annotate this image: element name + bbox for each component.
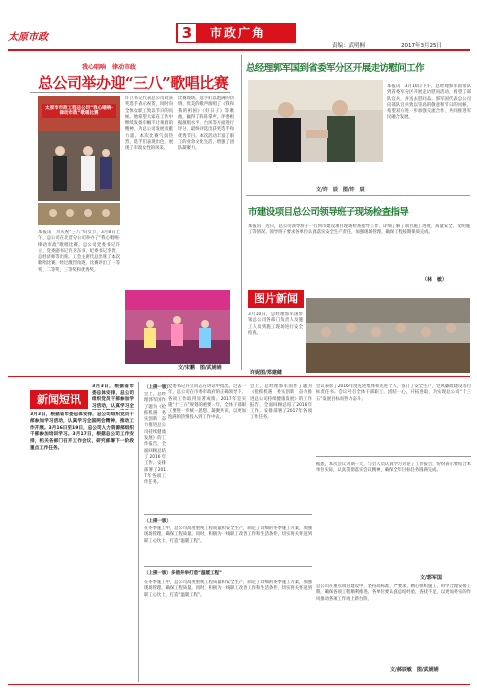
article4-col4: 据悉，本次会议为期一天，与会人员认真学习讨论了工作报告，纷纷表示要结合本单位实际，认真贯彻落实会议精神，确保全年目标任务圆满完成。 [316, 462, 471, 474]
section-title: 市政广角 [210, 26, 267, 40]
news-brief-heading: 新闻短讯 [30, 390, 88, 409]
article2-byline: 文/许 辰 图/许 辰 [316, 187, 365, 193]
article3-byline: （林 敏） [422, 277, 448, 283]
article1-photo-top [38, 96, 120, 201]
audience-photo [38, 203, 120, 225]
continued-label-3: （上接一版）多措并举打造“温暖工程” [144, 571, 222, 576]
divider [144, 514, 312, 515]
article2-headline: 总经理郭军国到省委军分区开展走访慰问工作 [246, 63, 425, 74]
masthead [0, 0, 477, 48]
divider [144, 566, 312, 567]
issue-date: 2017年3月25日 [401, 43, 442, 49]
article4-col5: 在冬季施工中，总公司高度重视工程质量和安全生产，制定了详细的冬季施工方案，加强现场管理，确保工程质量。同时，积极为一线职工改善工作和生活条件，切实将关怀送到职工心坎上，打造“温暖工程”。 [144, 580, 312, 598]
continued-label-2: （上接一版） [144, 519, 171, 524]
divider [30, 92, 230, 93]
news-brief-body: 3月3日，根据省市委总体安排，总公司组织党员干部参加学习活动，认真学习全国两会精神，推动工作开展。3月16日至19日，总公司人力资源部组织干部参加培训学习。3月17日，根据总公司工作安排，机关各部门召开工作会议，研究部署下一阶段重点工作任务。 [30, 412, 134, 451]
news-brief-intro: 3月3日，根据省市委总体安排，总公司组织党员干部参加学习活动，认真学习全 [92, 384, 134, 409]
stage-performance-photo [125, 290, 230, 364]
banner-text: 太原市市政工程总公司“我心唱响·律动市政”歌唱比赛 [45, 106, 113, 116]
handshake-photo [248, 80, 383, 162]
editor-credit: 责编：武明桐 [332, 43, 366, 49]
photo-news-heading: 图片新闻 [248, 290, 304, 308]
article1-kicker: 我心唱响 律动市政 [82, 64, 137, 71]
column-divider [138, 382, 139, 682]
article1-byline: 文/宋鹏 图/武娟娟 [178, 365, 222, 371]
article4-col2: 会上，总经理郭军国作了题为《抢抓机遇 务实创新 奋力推进总公司持续健康发展》的工作报告，全面回顾总结了2016年工作，安排部署了2017年各项工作任务。 [250, 384, 312, 421]
article3-headline: 市建设项目总公司领导班子现场检查指导 [248, 207, 409, 218]
article4-col5a: 在冬季施工中，总公司高度重视工程质量和安全生产，制定了详细的冬季施工方案，加强现场管理，确保工程质量。同时，积极为一线职工改善工作和生活条件，切实将关怀送到职工心坎上，打造“温暖工程”。 [144, 526, 312, 544]
article1-body-col3: 比赛现场，选手们以饱满的热情、优美的歌声演唱了《我和我的祖国》《好日子》等歌曲，赢得了阵阵掌声。评委根据演唱水平、台风等方面进行评分，最终评选出获奖选手和优秀节目。本次活动丰富了职工的业余文化生活，增强了团队凝聚力。 [178, 96, 234, 152]
article4-col1: 党委书记许立同志在讲话中指出，过去一年，总公司在市委市政府的正确领导下，各项工作取得显著成绩。2017年是实施“十三五”规划的重要一年，全体干部职工要进一步统一思想、凝聚共识，以更加饱满的热情投入到工作中去。 [168, 384, 246, 421]
article2-body: 本报讯 3月10日下午，总经理郭军国带队到省委军分区开展走访慰问活动，看望了部队官兵，并送去慰问品。郭军国代表总公司向部队官兵致以崇高的敬意和节日的问候，希望双方进一步加强交流合作，共同推进军民融合发展。 [387, 84, 471, 121]
article1-photo-bottom [38, 203, 120, 225]
paper-name: 太原市政 [8, 32, 48, 43]
article1-headline: 总公司举办迎“三八”歌唱比赛 [38, 74, 229, 92]
photo-news-caption: 3月10日，总经理郭军国带领总公司各部门负责人及施工人员到施工现场进行安全检查。 [248, 312, 303, 336]
article4-byline-2: 文/郝辰敏 图/武娟娟 [390, 667, 439, 673]
article1-stage-photo [125, 290, 230, 364]
article4-col1-lead: 会上，总经理郭军国作了题为《抢抓机遇 务实创新 奋力推进总公司持续健康发展》的工作报告，全面回顾总结了2016年工作，安排部署了2017年各项工作任务。 [144, 392, 166, 486]
photo-news-image [306, 298, 470, 373]
article2-photo [248, 80, 383, 162]
meeting-photo [306, 298, 470, 373]
article4-col3: 会议表彰了2016年度先进集体和先进个人，签订了安全生产、党风廉政建设等目标责任书。会议号召全体干部职工，团结一心，开拓进取，为实现总公司“十三五”发展目标而努力奋斗。 [316, 384, 471, 402]
photo-news-byline: 许妮图/郑建健 [250, 370, 282, 376]
column-divider [241, 55, 242, 370]
divider [246, 195, 470, 196]
article3-body: 本报讯 近日，总公司领导班子一行到市建设项目现场检查指导工作，详细了解了项目施工进度、质量安全、文明施工等情况。领导班子要求各单位认真落实安全生产责任，加强现场管理，确保工程按期保质完成。 [248, 224, 470, 236]
article1-body-col1: 本报讯 为庆祝“三八”妇女节，3月8日上午，总公司在北营分公司举办了“我心唱响·律动市政”歌唱比赛。总公司党委书记许立、党委副书记许卫东书、纪委书记李贵、总经济师等出席。工会主席代总出席了本次歌唱比赛。经过激烈角逐，比赛评出了一等奖、二等奖、三等奖和优秀奖。 [38, 230, 120, 273]
page-number: 3 [178, 24, 196, 42]
article4-byline-1: 文/郭军国 [420, 575, 442, 581]
continued-label-1: （上接一版） [144, 385, 171, 390]
section-rule [8, 376, 470, 377]
header-rule [8, 49, 470, 51]
divider [316, 456, 471, 457]
footer-rule [8, 684, 470, 685]
article1-body-col2: 许立书记代表总公司对获奖选手表示祝贺，同时向全体女职工致以节日的问候。他希望大家在工作中继续发扬巾帼不让须眉的精神，为总公司发展贡献力量。本次比赛气氛热烈，选手们表现出色，展现了市政女性的风采。 [125, 96, 173, 152]
article4-col6: 总公司在重点项目建设中，坚持高标准、严要求，精心组织施工，科学合理安排工期，确保各项工程顺利推进。各单位要认真总结经验，查找不足，以更加务实的作风推动各项工作再上新台阶。 [316, 584, 471, 602]
